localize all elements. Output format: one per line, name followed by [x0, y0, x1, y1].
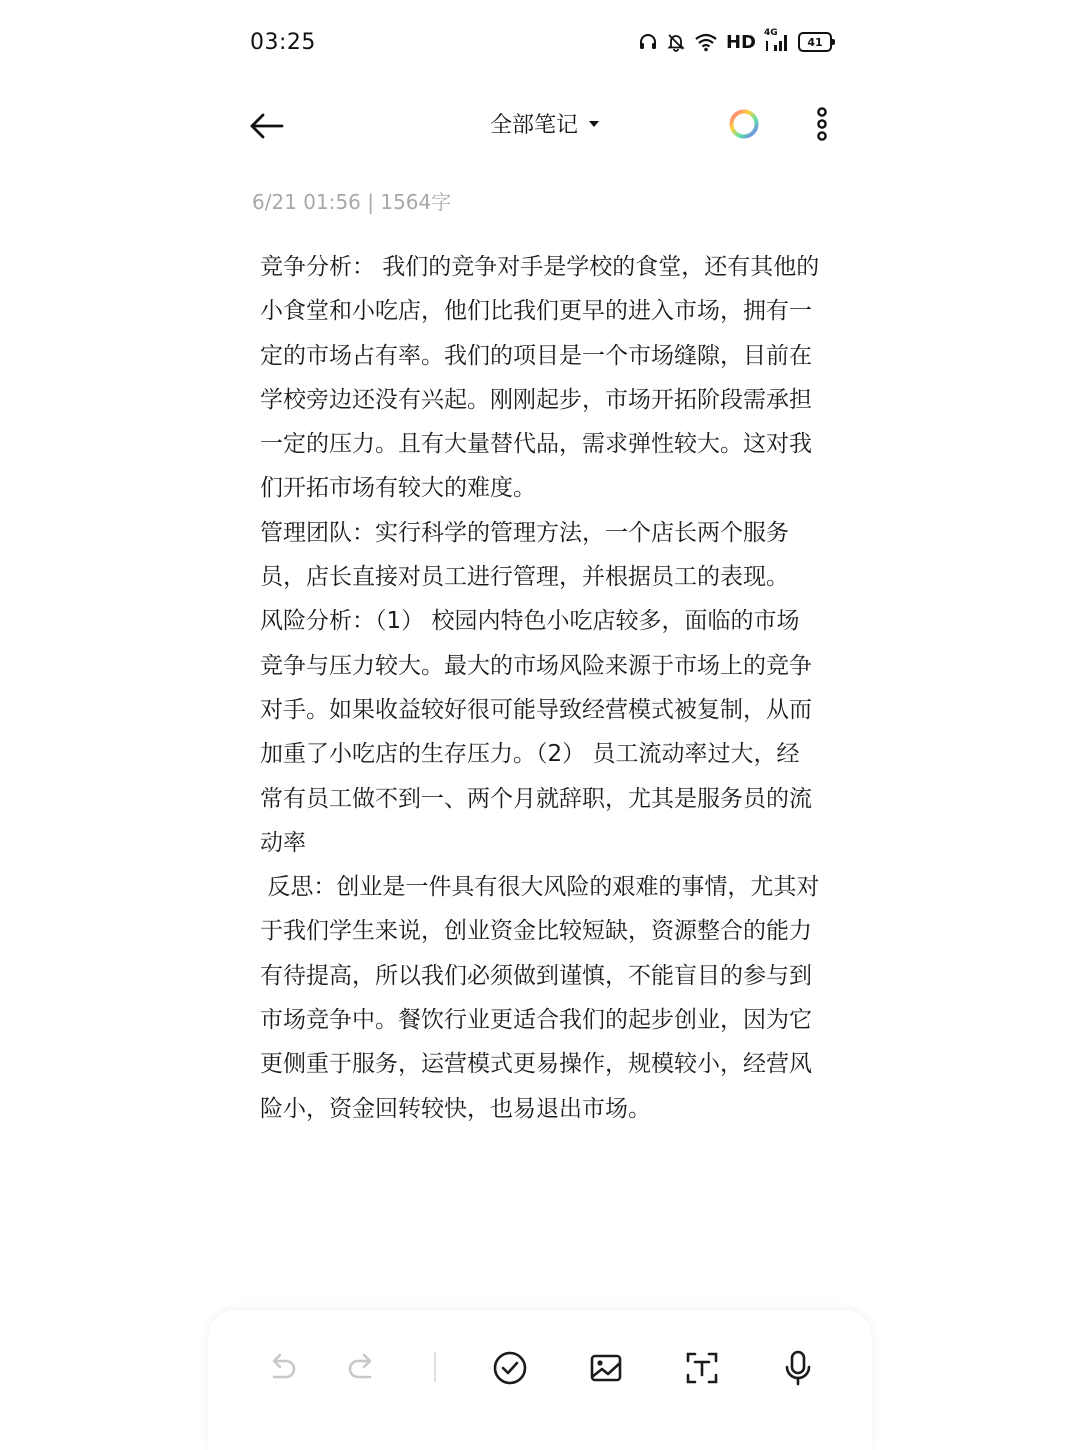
back-arrow-icon — [252, 115, 282, 137]
status-time: 03:25 — [250, 29, 316, 55]
edit-toolbar — [208, 1310, 872, 1450]
notebook-selector[interactable] — [490, 108, 600, 139]
note-meta: 6/21 01:56 | 1564字 — [252, 190, 452, 214]
image-icon — [592, 1356, 620, 1380]
network-type: HD — [725, 31, 756, 53]
caret-down-icon — [588, 120, 600, 128]
signal-indicator — [764, 28, 790, 52]
signal-label: 4G — [764, 28, 778, 38]
more-options-button[interactable] — [812, 106, 832, 142]
bell-off-icon — [666, 32, 686, 52]
note-header — [240, 98, 840, 152]
text-scan-button[interactable] — [682, 1348, 722, 1388]
redo-button[interactable] — [342, 1348, 382, 1388]
undo-button[interactable] — [262, 1348, 302, 1388]
battery-indicator: 41 — [798, 32, 832, 52]
microphone-icon — [787, 1352, 809, 1384]
wifi-icon — [694, 32, 718, 52]
redo-icon — [350, 1355, 370, 1377]
note-content[interactable]: 竞争分析： 我们的竞争对手是学校的食堂，还有其他的小食堂和小吃店，他们比我们更早的进入市场，拥有一定的市场占有率。我们的项目是一个市场缝隙，目前在学校旁边还没有兴起。刚刚起步，市场开拓阶段需承担一定的压力。且有大量替代品，需求弹性较大。这对我们开拓市场有较大的难度。 管理团队：实行科学的管理方法，一个店长两个服务员，店长直接对员工进行管理，并根据员工的表现。 风险分析：（1） 校园内特色小吃店较多，面临的市场竞争与压力较大。最大的市场风险来源于市场上的竞争对手。如果收益较好很可能导致经营模式被复制，从而加重了小吃店的生存压力。（2） 员工流动率过大，经常有员工做不到一、两个月就辞职，尤其是服务员的流动率 反思：创业是一件具有很大风险的艰难的事情，尤其对于我们学生来说，创业资金比较短缺，资源整合的能力有待提高，所以我们必须做到谨慎，不能盲目的参与到市场竞争中。餐饮行业更适合我们的起步创业，因为它更侧重于服务，运营模式更易操作，规模较小，经营风险小，资金回转较快，也易退出市场。 — [260, 254, 820, 1122]
status-icons — [638, 28, 832, 53]
text-scan-icon — [688, 1354, 716, 1382]
color-ring-icon — [732, 112, 757, 137]
status-bar — [250, 22, 832, 62]
back-button[interactable] — [246, 106, 286, 146]
checklist-button[interactable] — [490, 1348, 530, 1388]
voice-input-button[interactable] — [778, 1348, 818, 1388]
checklist-icon — [495, 1353, 525, 1383]
signal-icon — [764, 32, 790, 52]
insert-image-button[interactable] — [586, 1348, 626, 1388]
undo-icon — [274, 1355, 294, 1377]
theme-color-button[interactable] — [728, 108, 760, 140]
toolbar-divider — [434, 1352, 436, 1382]
headphones-icon — [638, 32, 658, 52]
page-title: 全部笔记 — [490, 113, 579, 138]
more-vertical-icon — [818, 108, 825, 139]
